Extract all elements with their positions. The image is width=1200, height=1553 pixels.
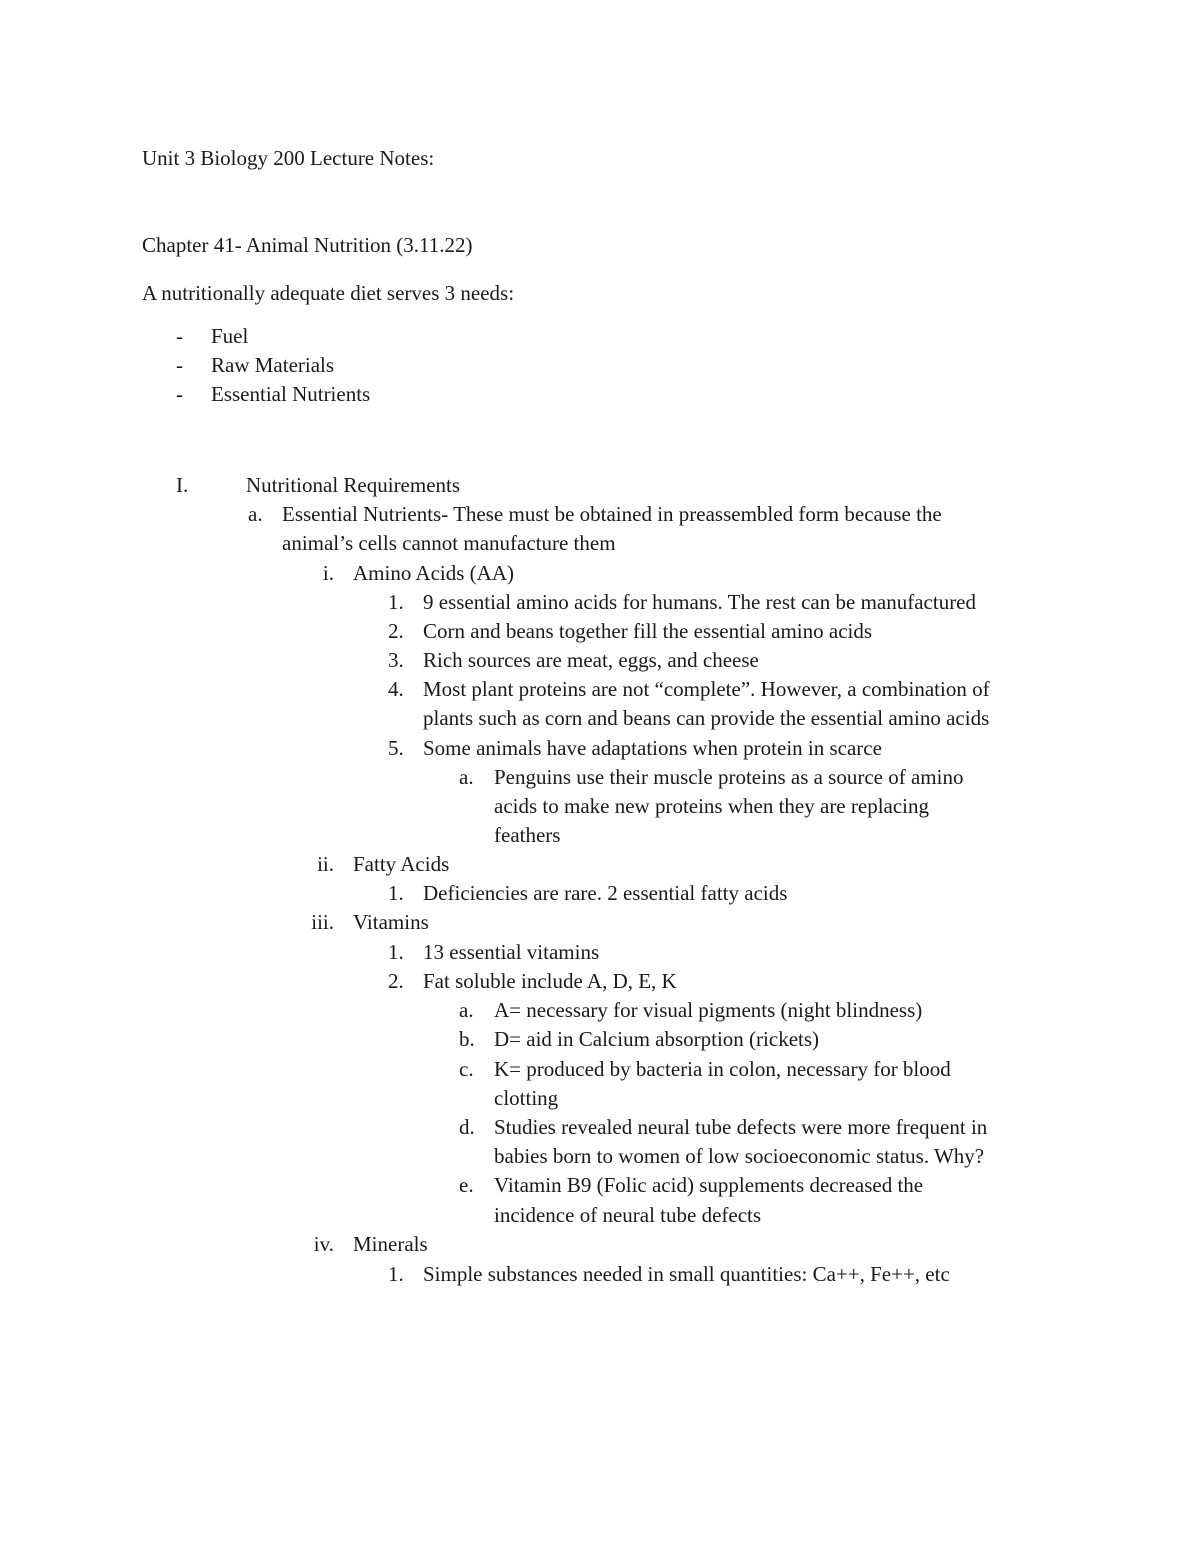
list-marker: - — [176, 382, 183, 406]
outline-text: Studies revealed neural tube defects were more frequent in — [494, 1115, 988, 1139]
list-marker: - — [176, 324, 183, 348]
outline-text: Penguins use their muscle proteins as a source of amino — [494, 765, 964, 789]
outline-marker: d. — [459, 1115, 475, 1139]
outline-text: Some animals have adaptations when protein in scarce — [423, 736, 882, 760]
outline-heading: Vitamins — [353, 910, 429, 934]
outline-text: babies born to women of low socioeconomic status. Why? — [494, 1144, 985, 1168]
outline-text: Fat soluble include A, D, E, K — [423, 969, 677, 993]
outline-marker: 1. — [388, 590, 404, 614]
outline-text: Simple substances needed in small quantities: Ca++, Fe++, etc — [423, 1262, 950, 1286]
outline-text: acids to make new proteins when they are replacing — [494, 794, 930, 818]
outline-text: animal’s cells cannot manufacture them — [282, 531, 616, 555]
outline-marker: 1. — [388, 940, 404, 964]
outline-marker: a. — [459, 998, 474, 1022]
outline-marker: a. — [248, 502, 263, 526]
chapter-heading: Chapter 41- Animal Nutrition (3.11.22) — [142, 233, 473, 257]
list-marker: - — [176, 353, 183, 377]
outline-marker: 2. — [388, 619, 404, 643]
outline-text: plants such as corn and beans can provide the essential amino acids — [423, 706, 990, 730]
outline-text: Corn and beans together fill the essential amino acids — [423, 619, 873, 643]
outline-text: K= produced by bacteria in colon, necessary for blood — [494, 1057, 951, 1081]
outline-text: feathers — [494, 823, 561, 847]
outline-text: incidence of neural tube defects — [494, 1203, 762, 1227]
outline-text: Most plant proteins are not “complete”. However, a combination of — [423, 677, 990, 701]
list-item: Raw Materials — [211, 353, 335, 377]
outline-marker: iii. — [311, 910, 334, 934]
outline-text: D= aid in Calcium absorption (rickets) — [494, 1027, 820, 1051]
outline-marker: 1. — [388, 881, 404, 905]
outline-text: clotting — [494, 1086, 559, 1110]
outline-marker: e. — [459, 1173, 474, 1197]
intro-text: A nutritionally adequate diet serves 3 needs: — [142, 281, 515, 305]
outline-text: 13 essential vitamins — [423, 940, 600, 964]
document-title: Unit 3 Biology 200 Lecture Notes: — [142, 146, 435, 170]
outline-marker: ii. — [317, 852, 334, 876]
outline-marker: b. — [459, 1027, 475, 1051]
outline-text: Essential Nutrients- These must be obtained in preassembled form because the — [282, 502, 942, 526]
outline-text: 9 essential amino acids for humans. The rest can be manufactured — [423, 590, 977, 614]
outline-marker: I. — [176, 473, 189, 497]
list-item: Essential Nutrients — [211, 382, 371, 406]
outline-marker: 1. — [388, 1262, 404, 1286]
outline-text: Vitamin B9 (Folic acid) supplements decreased the — [494, 1173, 924, 1197]
outline-text: Rich sources are meat, eggs, and cheese — [423, 648, 759, 672]
outline-marker: 2. — [388, 969, 404, 993]
outline-marker: a. — [459, 765, 474, 789]
outline-heading: Minerals — [353, 1232, 428, 1256]
outline-marker: i. — [322, 561, 334, 585]
outline-marker: 5. — [388, 736, 404, 760]
list-item: Fuel — [211, 324, 249, 348]
outline-heading: Amino Acids (AA) — [353, 561, 514, 585]
outline-heading: Fatty Acids — [353, 852, 450, 876]
outline-text: Deficiencies are rare. 2 essential fatty acids — [423, 881, 788, 905]
outline-marker: 4. — [388, 677, 404, 701]
outline-marker: 3. — [388, 648, 404, 672]
outline-marker: c. — [459, 1057, 474, 1081]
outline-marker: iv. — [313, 1232, 334, 1256]
section-heading: Nutritional Requirements — [246, 473, 461, 497]
outline-text: A= necessary for visual pigments (night blindness) — [494, 998, 923, 1022]
